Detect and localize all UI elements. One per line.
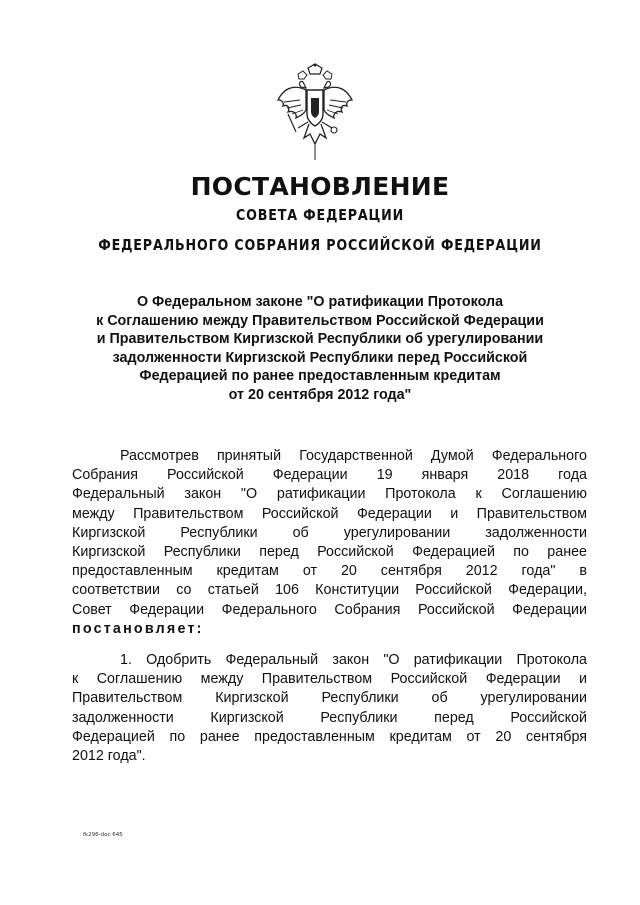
paragraph-line: к Соглашению между Правительством Российской Федерации и	[72, 671, 587, 688]
subject-line: и Правительством Киргизской Республики об урегулировании	[96, 331, 544, 347]
russian-coat-of-arms-icon	[270, 62, 360, 162]
paragraph-line: Совет Федерации Федерального Собрания Российской Федерации	[72, 601, 587, 618]
file-reference: fk296-doc 645	[83, 832, 123, 838]
resolution-subject	[80, 293, 560, 404]
subject-line: задолженности Киргизской Республики перед Российской	[112, 349, 528, 366]
paragraph-line: Киргизской Республики перед Российской Федерацией по ранее	[72, 543, 587, 560]
paragraph-line: между Правительством Российской Федерации и Правительством	[72, 505, 587, 522]
paragraph-line: Киргизской Республики об урегулировании задолженности	[72, 524, 587, 541]
issuer-line-2: ФЕДЕРАЛЬНОГО СОБРАНИЯ РОССИЙСКОЙ ФЕДЕРАЦИИ	[98, 236, 542, 254]
document-title: ПОСТАНОВЛЕНИЕ	[190, 172, 450, 201]
paragraph-line: Правительством Киргизской Республики об урегулировании	[72, 690, 587, 707]
paragraph-line: задолженности Киргизской Республики перед Российской	[72, 709, 587, 726]
paragraph-line: соответствии со статьей 106 Конституции Российской Федерации,	[72, 582, 587, 599]
subject-line: от 20 сентября 2012 года"	[228, 386, 412, 403]
paragraph-line: Собрания Российской Федерации 19 января 2018 года	[72, 467, 587, 484]
paragraph-line: 2012 года".	[72, 747, 146, 764]
paragraph-line: 1. Одобрить Федеральный закон "О ратификации Протокола	[120, 652, 587, 668]
issuer-line-1: СОВЕТА ФЕДЕРАЦИИ	[235, 206, 405, 224]
paragraph-line: предоставленным кредитам от 20 сентября 2012 года" в	[72, 563, 587, 580]
preamble-paragraph	[72, 447, 587, 639]
decree-word: постановляет:	[72, 620, 204, 637]
paragraph-line: Федеральный закон "О ратификации Протокола к Соглашению	[72, 486, 587, 503]
subject-line: Федерацией по ранее предоставленным кредитам	[139, 368, 501, 384]
subject-line: к Соглашению между Правительством Российской Федерации	[96, 312, 544, 329]
paragraph-line: Федерацией по ранее предоставленным кредитам от 20 сентября	[72, 728, 587, 745]
paragraph-line: Рассмотрев принятый Государственной Думой Федерального	[120, 448, 587, 464]
subject-line: О Федеральном законе "О ратификации Протокола	[136, 294, 504, 310]
clause-1-paragraph	[72, 651, 587, 766]
